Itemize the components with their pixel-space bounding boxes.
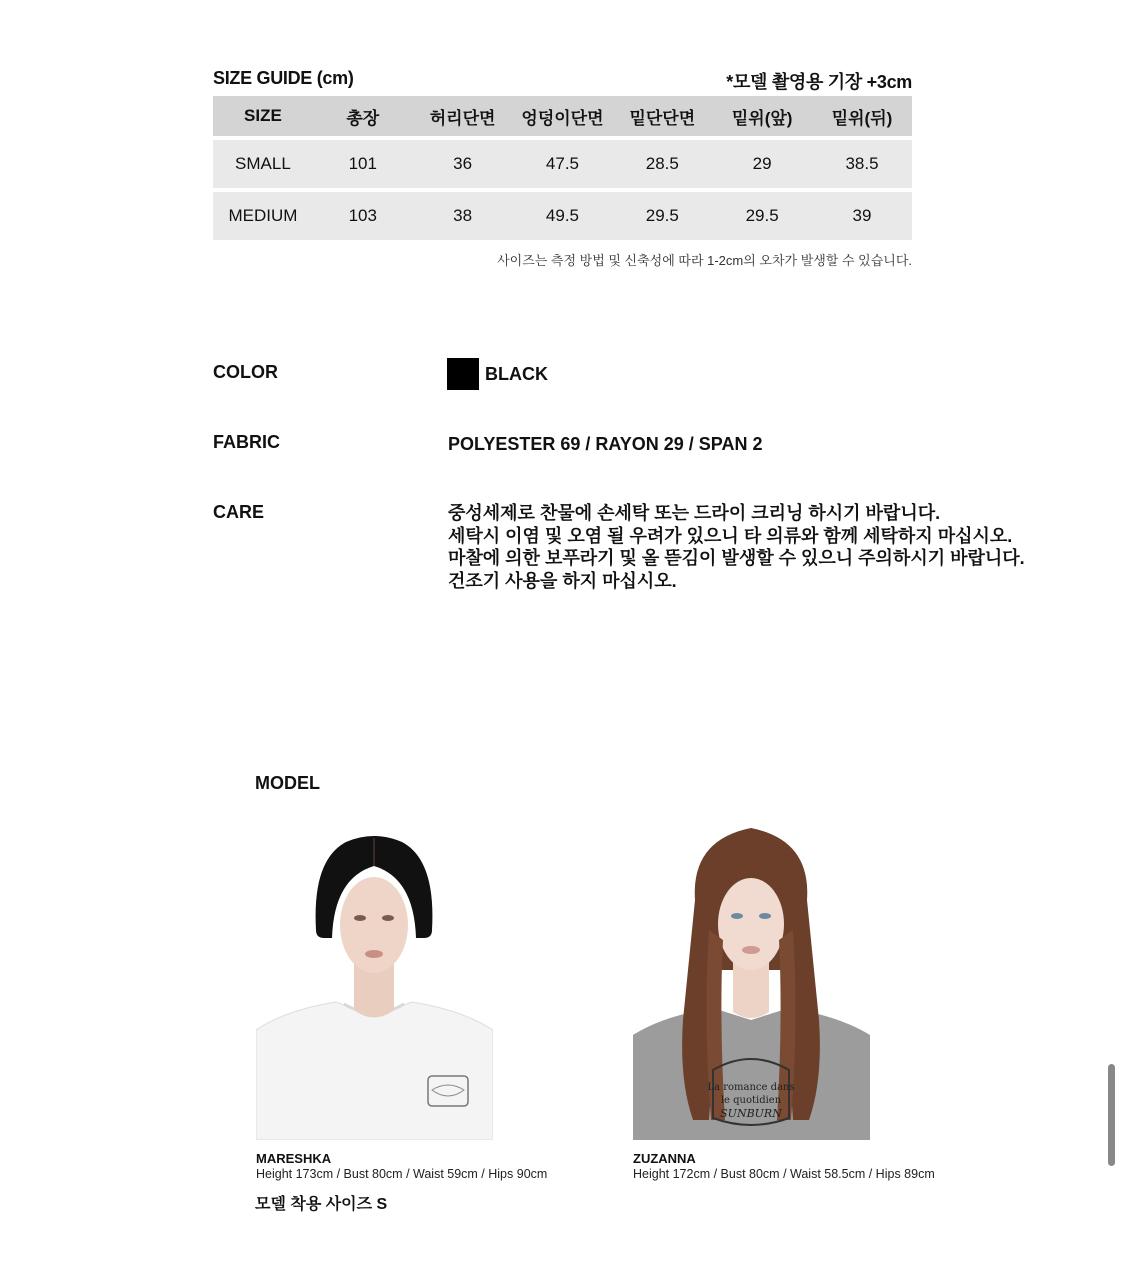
fabric-value: POLYESTER 69 / RAYON 29 / SPAN 2 [448, 434, 763, 454]
model-measurements-zuzanna: Height 172cm / Bust 80cm / Waist 58.5cm / Hips 89cm [633, 1167, 935, 1181]
header-cell: 엉덩이단면 [521, 108, 604, 128]
care-line: 중성세제로 찬물에 손세탁 또는 드라이 크리닝 하시기 바랍니다. [448, 503, 941, 523]
table-cell: 36 [453, 154, 473, 173]
color-swatch [447, 358, 479, 390]
model-heading: MODEL [255, 773, 320, 793]
table-cell: 39 [852, 206, 872, 225]
table-cell: 29.5 [745, 206, 779, 225]
shirt-print-line: La romance dans [707, 1082, 795, 1093]
table-cell: 29 [752, 154, 772, 173]
care-line: 건조기 사용을 하지 마십시오. [448, 570, 677, 591]
header-cell: 밑단단면 [629, 108, 696, 128]
color-name: BLACK [485, 364, 548, 384]
vertical-scrollbar[interactable] [1108, 1064, 1115, 1166]
care-line: 마찰에 의한 보푸라기 및 올 뜯김이 발생할 수 있으니 주의하시기 바랍니다. [448, 548, 1025, 568]
care-instructions [448, 502, 1025, 592]
model-name-zuzanna: ZUZANNA [633, 1151, 696, 1166]
size-guide-title: SIZE GUIDE (cm) [213, 68, 354, 88]
header-cell: 밑위(앞) [731, 108, 793, 128]
table-cell: 28.5 [645, 154, 679, 173]
size-disclaimer: 사이즈는 측정 방법 및 신축성에 따라 1-2cm의 오차가 발생할 수 있습니다. [497, 253, 912, 268]
fabric-label: FABRIC [213, 432, 280, 452]
size-table [213, 96, 912, 244]
model-wearing-size: 모델 착용 사이즈 S [255, 1196, 388, 1213]
table-cell: 29.5 [645, 206, 679, 225]
table-cell: 103 [348, 206, 377, 225]
care-line: 세탁시 이염 및 오염 될 우려가 있으니 타 의류와 함께 세탁하지 마십시오. [448, 525, 1013, 546]
table-cell: 49.5 [545, 206, 579, 225]
shirt-print-line: SUNBURN [720, 1107, 782, 1120]
table-row [213, 140, 912, 188]
color-label: COLOR [213, 362, 278, 382]
care-label: CARE [213, 502, 265, 522]
model-photo-zuzanna [633, 820, 870, 1140]
table-cell: SMALL [235, 154, 291, 173]
table-cell: 101 [348, 154, 377, 173]
table-row [213, 192, 912, 240]
size-table-header [213, 96, 912, 136]
header-cell: 밑위(뒤) [831, 108, 893, 128]
model-length-note: *모델 촬영용 기장 +3cm [726, 72, 912, 92]
header-cell: SIZE [244, 106, 282, 125]
model-measurements-mareshka: Height 173cm / Bust 80cm / Waist 59cm / Hips 90cm [256, 1167, 548, 1181]
header-cell: 총장 [346, 108, 380, 128]
table-cell: MEDIUM [228, 206, 298, 225]
table-cell: 47.5 [545, 154, 579, 173]
model-name-mareshka: MARESHKA [256, 1151, 332, 1166]
header-cell: 허리단면 [429, 108, 496, 128]
model-photo-mareshka [256, 820, 493, 1140]
table-cell: 38.5 [845, 154, 879, 173]
table-cell: 38 [453, 206, 473, 225]
shirt-print-line: le quotidien [720, 1095, 782, 1106]
